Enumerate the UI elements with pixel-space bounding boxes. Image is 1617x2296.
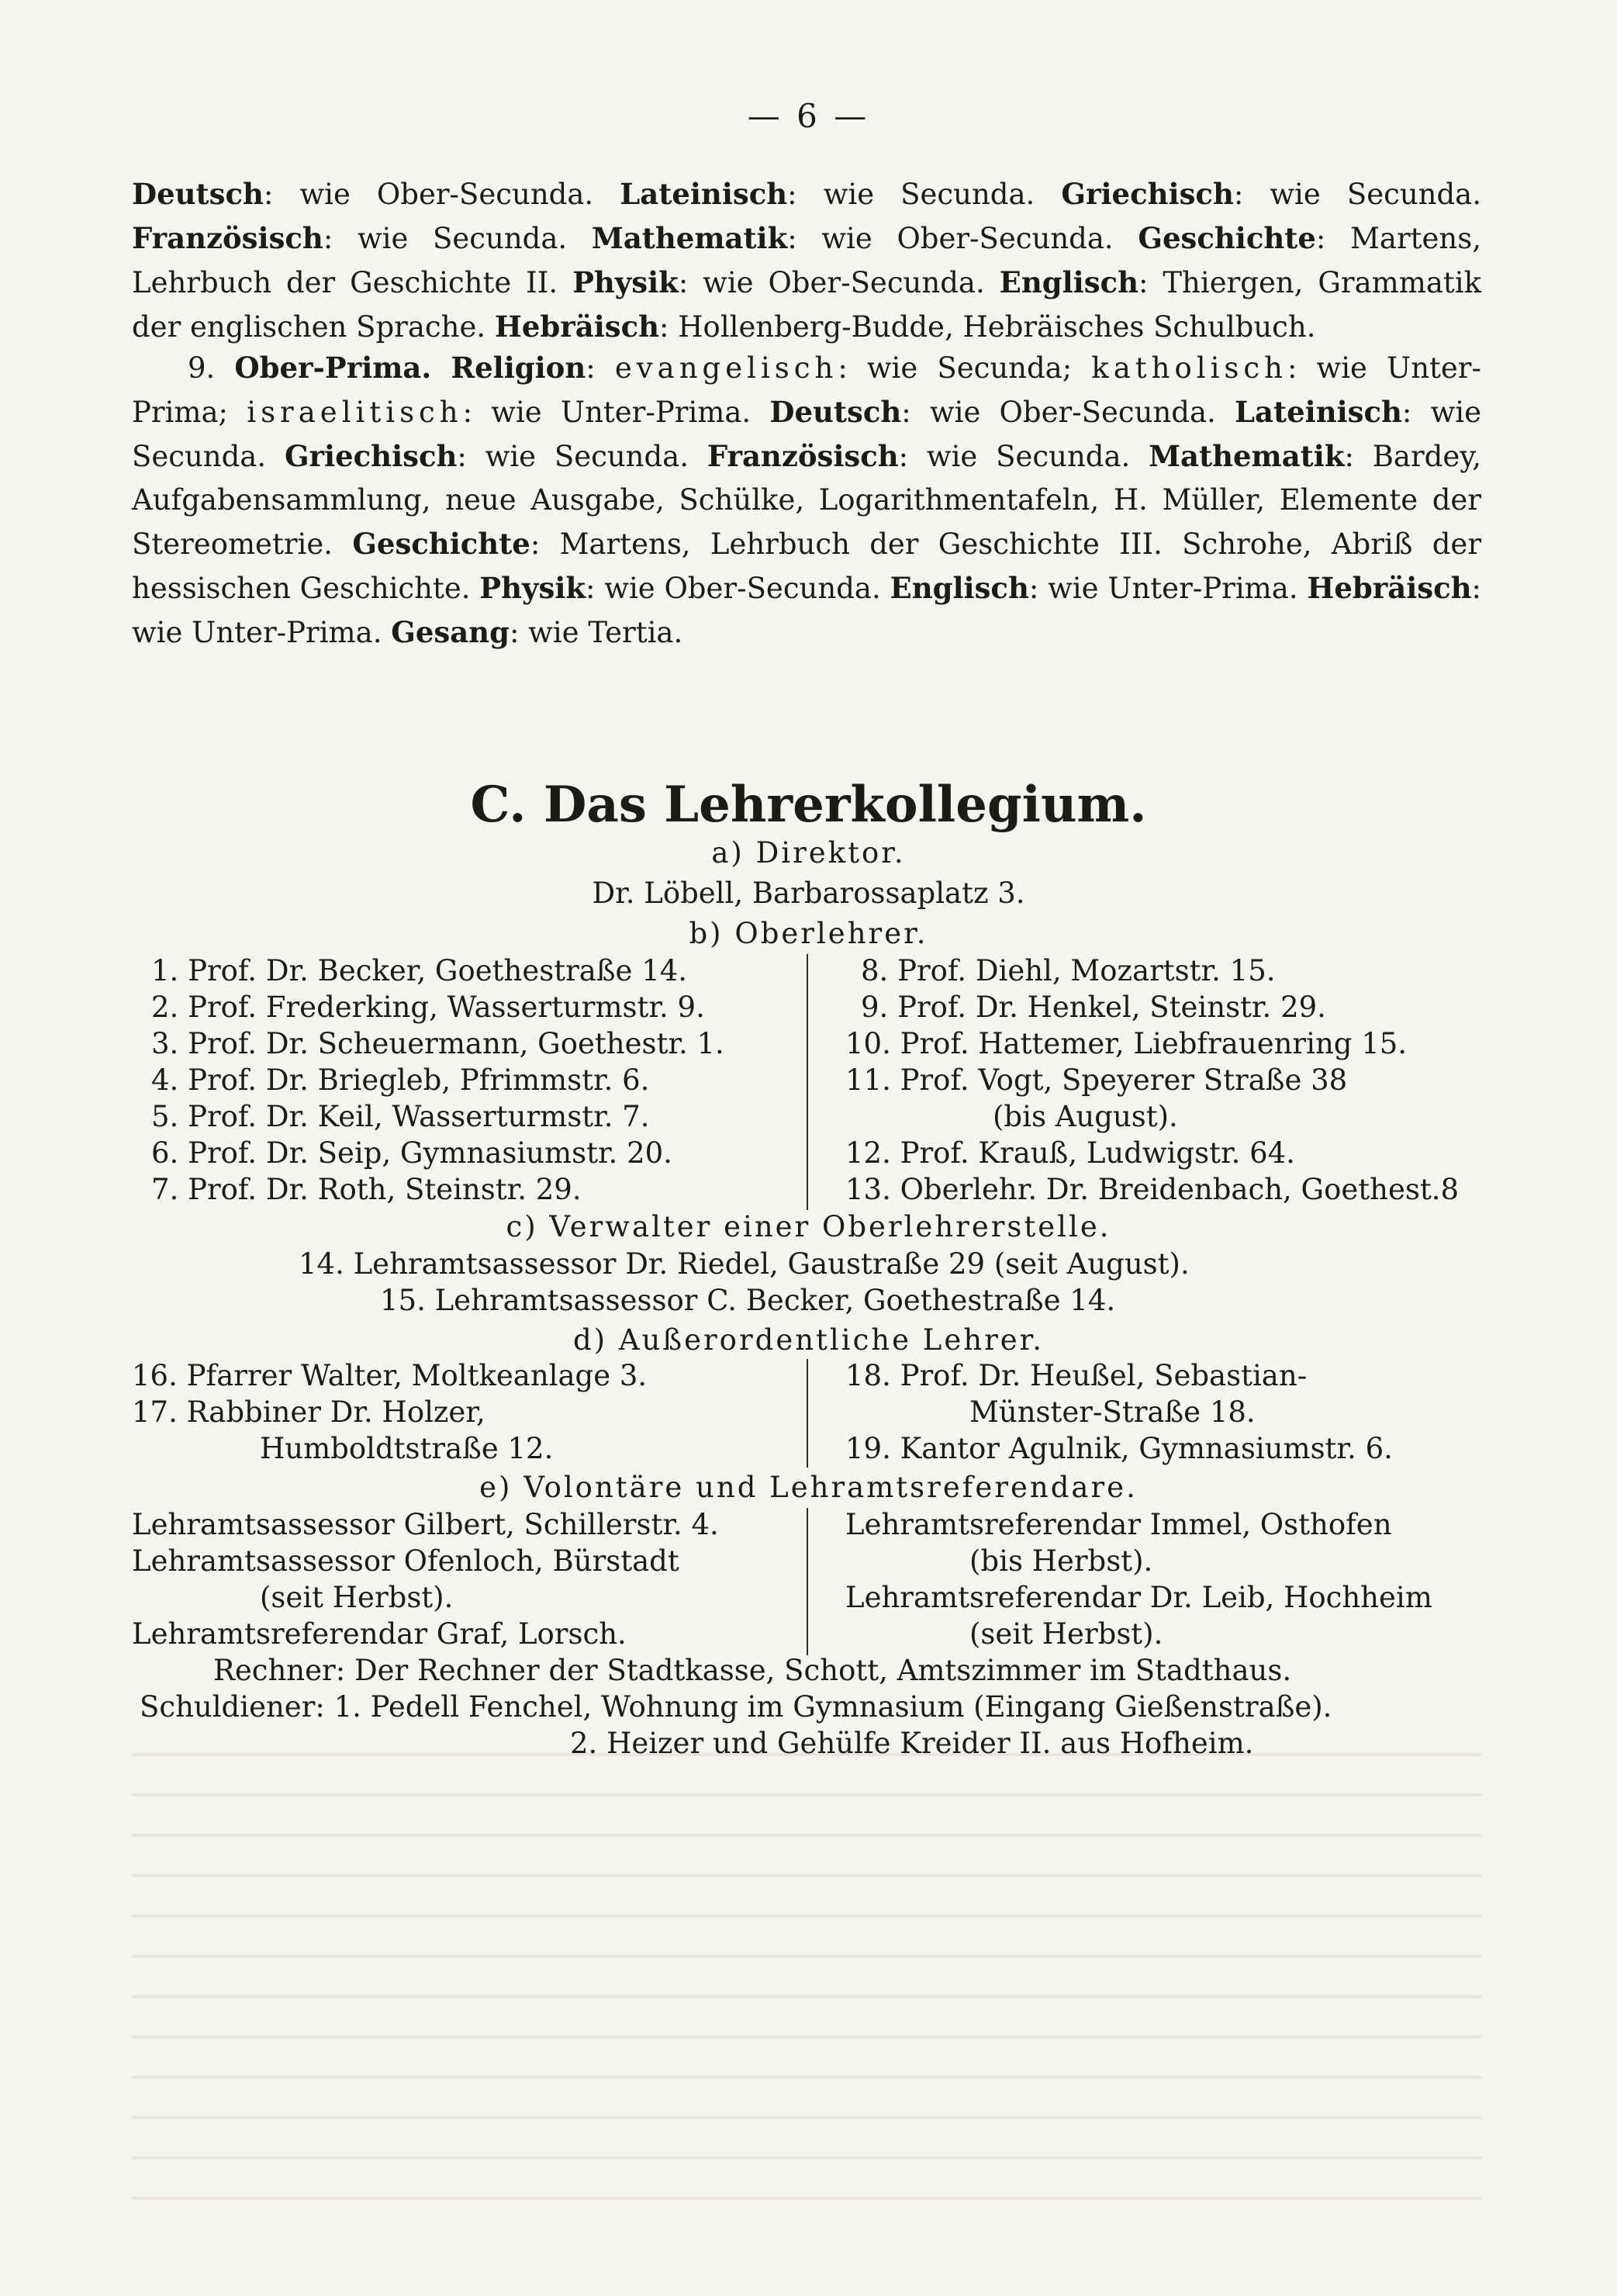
list-item: 12. Prof. Krauß, Ludwigstr. 64. xyxy=(845,1136,1295,1170)
schuldiener-line-2: 2. Heizer und Gehülfe Kreider II. aus Hofheim. xyxy=(570,1727,1254,1760)
list-item: Lehramtsassessor Ofenloch, Bürstadt xyxy=(132,1544,679,1578)
list-item: 3. Prof. Dr. Scheuermann, Goethestr. 1. xyxy=(151,1027,724,1060)
text-run: : wie Unter-Prima. xyxy=(1028,572,1308,605)
list-item: 13. Oberlehr. Dr. Breidenbach, Goethest.8 xyxy=(845,1173,1460,1206)
column-divider xyxy=(807,1359,808,1468)
subject-label: Geschichte xyxy=(1138,221,1316,255)
text-run: : Bardey, Aufgabensammlung, neue Ausgabe, Schülke, Logarithmentafeln, H. Müller, Elemente der Stereometrie. xyxy=(132,440,1482,561)
subsection-verwalter-label: c) Verwalter einer Oberlehrerstelle. xyxy=(506,1210,1111,1243)
section-heading: C. Das Lehrerkollegium. xyxy=(470,776,1147,834)
list-item: 5. Prof. Dr. Keil, Wasserturmstr. 7. xyxy=(151,1100,650,1133)
list-item: 1. Prof. Dr. Becker, Goethestraße 14. xyxy=(151,954,688,987)
list-item: Lehramtsreferendar Graf, Lorsch. xyxy=(132,1617,627,1651)
subject-label: Mathematik xyxy=(591,221,788,255)
list-item: 17. Rabbiner Dr. Holzer, xyxy=(132,1395,485,1429)
list-item: Lehramtsreferendar Dr. Leib, Hochheim xyxy=(845,1581,1432,1614)
spaced-term: katholisch xyxy=(1091,351,1287,385)
text-run: : wie Ober-Secunda. xyxy=(678,266,1000,299)
subject-label: Religion xyxy=(451,351,586,385)
text-run: : Thiergen, Grammatik der englischen Sprache. xyxy=(132,266,1482,344)
text-run: : wie Ober-Secunda. xyxy=(586,572,890,605)
subject-label: Hebräisch xyxy=(494,309,660,344)
text-run: : wie Unter-Prima; xyxy=(132,351,1481,429)
director-entry: Dr. Löbell, Barbarossaplatz 3. xyxy=(592,877,1025,910)
text-run: : wie Ober-Secunda. xyxy=(901,396,1235,429)
list-item-continuation: (seit Herbst). xyxy=(260,1581,454,1614)
subject-label: Physik xyxy=(572,265,679,299)
subject-label: Hebräisch xyxy=(1307,571,1472,605)
text-run: : wie Secunda. xyxy=(457,440,707,473)
text-run: : wie Secunda. xyxy=(132,396,1481,473)
text-run: : wie Secunda. xyxy=(898,440,1149,473)
list-item: 15. Lehramtsassessor C. Becker, Goethestraße 14. xyxy=(380,1284,1116,1317)
text-run: : wie Secunda. xyxy=(323,222,592,255)
list-item: 14. Lehramtsassessor Dr. Riedel, Gaustraße 29 (seit August). xyxy=(299,1247,1190,1281)
subject-label: Französisch xyxy=(132,221,323,255)
text-run: : Hollenberg-Budde, Hebräisches Schulbuch. xyxy=(659,310,1316,344)
list-item: 7. Prof. Dr. Roth, Steinstr. 29. xyxy=(151,1173,582,1206)
column-divider xyxy=(807,1508,808,1655)
list-item: 18. Prof. Dr. Heußel, Sebastian- xyxy=(845,1359,1308,1392)
subject-label: Geschichte xyxy=(352,527,530,561)
list-item-continuation: (seit Herbst). xyxy=(969,1617,1163,1651)
text-run: : Martens, Lehrbuch der Geschichte III. Schrohe, Abriß der hessischen Geschichte. xyxy=(132,527,1482,605)
subsection-volontaere-label: e) Volontäre und Lehramtsreferendare. xyxy=(479,1471,1138,1504)
column-divider xyxy=(807,954,808,1210)
subject-label: Französisch xyxy=(707,439,899,473)
text-run: : wie Secunda; xyxy=(838,351,1092,385)
list-item: 8. Prof. Diehl, Mozartstr. 15. xyxy=(861,954,1276,987)
paragraph-class-subjects xyxy=(132,172,1481,349)
list-item-continuation: Humboldtstraße 12. xyxy=(260,1432,554,1465)
page-number: — 6 — xyxy=(747,97,870,135)
list-item: 4. Prof. Dr. Briegleb, Pfrimmstr. 6. xyxy=(151,1063,650,1097)
text-run: : wie Secunda. xyxy=(787,178,1062,211)
list-item: Lehramtsassessor Gilbert, Schillerstr. 4. xyxy=(132,1508,719,1541)
subject-label: Deutsch xyxy=(769,395,902,429)
bleed-through-texture xyxy=(132,1753,1481,2249)
list-item: 6. Prof. Dr. Seip, Gymnasiumstr. 20. xyxy=(151,1136,672,1170)
list-item: 11. Prof. Vogt, Speyerer Straße 38 xyxy=(845,1063,1348,1097)
subject-label: Lateinisch xyxy=(620,177,788,211)
subject-label: Lateinisch xyxy=(1235,395,1402,429)
subject-label: Deutsch xyxy=(132,177,264,211)
text-run xyxy=(431,351,451,385)
subject-label: Mathematik xyxy=(1149,439,1345,473)
list-item-continuation: Münster-Straße 18. xyxy=(969,1395,1256,1429)
text-run: : wie Unter-Prima. xyxy=(462,396,770,429)
subject-label: Griechisch xyxy=(1061,177,1234,211)
subsection-ausserordentliche-label: d) Außerordentliche Lehrer. xyxy=(572,1323,1045,1357)
text-run: : wie Tertia. xyxy=(509,616,683,649)
text-run: 9. xyxy=(188,351,235,385)
subsection-oberlehrer-label: b) Oberlehrer. xyxy=(689,917,928,950)
subject-label: Griechisch xyxy=(284,439,458,473)
text-run: : wie Ober-Secunda. xyxy=(263,178,620,211)
subject-label: Englisch xyxy=(890,571,1029,605)
schuldiener-line: Schuldiener: 1. Pedell Fenchel, Wohnung im Gymnasium (Eingang Gießenstraße). xyxy=(140,1690,1332,1724)
rechner-line: Rechner: Der Rechner der Stadtkasse, Schott, Amtszimmer im Stadthaus. xyxy=(213,1654,1292,1687)
list-item-continuation: (bis Herbst). xyxy=(969,1544,1153,1578)
subsection-director-label: a) Direktor. xyxy=(711,836,906,870)
list-item-continuation: (bis August). xyxy=(993,1100,1178,1133)
list-item: 19. Kantor Agulnik, Gymnasiumstr. 6. xyxy=(845,1432,1393,1465)
list-item: 10. Prof. Hattemer, Liebfrauenring 15. xyxy=(845,1027,1408,1060)
spaced-term: evangelisch xyxy=(614,351,838,385)
subject-label: Physik xyxy=(479,571,586,605)
list-item: Lehramtsreferendar Immel, Osthofen xyxy=(845,1508,1392,1541)
text-run: : Martens, Lehrbuch der Geschichte II. xyxy=(132,222,1482,299)
subject-label: Gesang xyxy=(391,615,510,649)
subject-label: Ober-Prima. xyxy=(234,351,432,385)
list-item: 16. Pfarrer Walter, Moltkeanlage 3. xyxy=(132,1359,648,1392)
paragraph-ober-prima xyxy=(132,346,1481,655)
text-run: : wie Secunda. xyxy=(1233,178,1482,211)
text-run: : xyxy=(586,351,615,385)
list-item: 2. Prof. Frederking, Wasserturmstr. 9. xyxy=(151,991,705,1024)
list-item: 9. Prof. Dr. Henkel, Steinstr. 29. xyxy=(861,991,1326,1024)
text-run: : wie Unter-Prima. xyxy=(132,572,1481,649)
spaced-term: israelitisch xyxy=(247,396,463,429)
subject-label: Englisch xyxy=(999,265,1138,299)
text-run: : wie Ober-Secunda. xyxy=(787,222,1138,255)
